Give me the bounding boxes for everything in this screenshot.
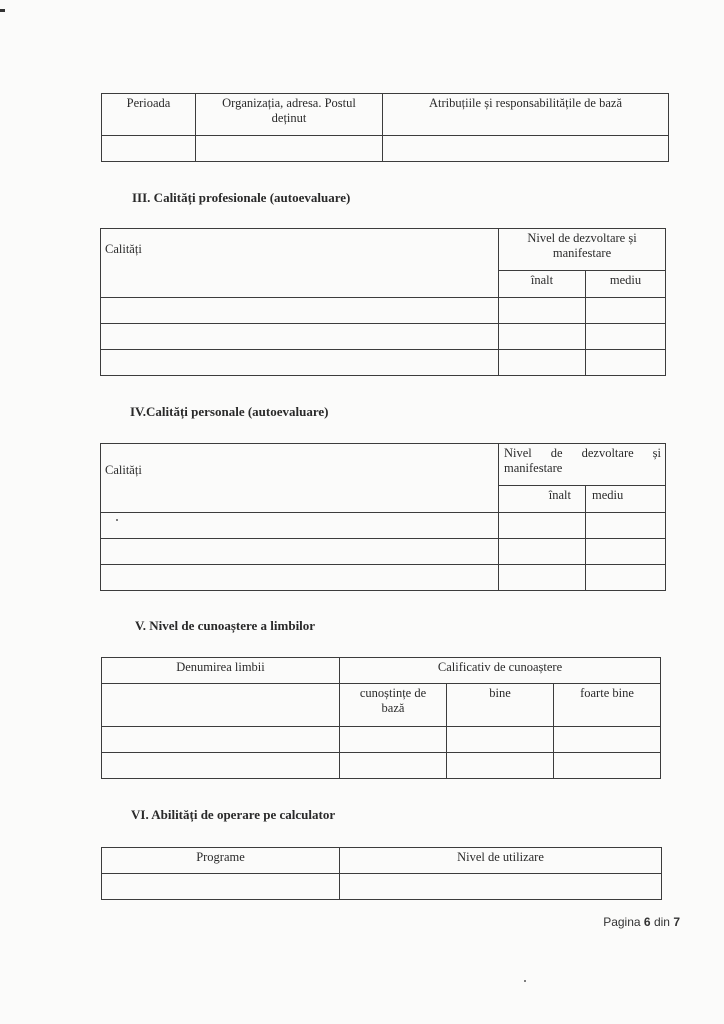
quality-cell[interactable] [101, 298, 499, 324]
section4-heading: IV.Calități personale (autoevaluare) [130, 404, 329, 419]
high-cell[interactable] [499, 324, 586, 350]
section6-heading: VI. Abilități de operare pe calculator [131, 807, 336, 822]
section5-heading: V. Nivel de cunoaștere a limbilor [135, 618, 316, 633]
usage-level-header: Nivel de utilizare [340, 848, 662, 874]
page-word: Pagina [603, 915, 641, 929]
medium-cell[interactable] [586, 324, 666, 350]
personal-qualities-table [100, 443, 666, 591]
duties-cell[interactable] [383, 136, 669, 162]
development-level-header: Nivel de dezvoltare și manifestare [499, 229, 666, 271]
very-good-header: foarte bine [554, 684, 661, 727]
organization-cell[interactable] [196, 136, 383, 162]
good-cell[interactable] [447, 753, 554, 779]
language-cell[interactable] [102, 727, 340, 753]
basic-knowledge-header: cunoștințe de bază [340, 684, 447, 727]
scan-speck [116, 519, 118, 521]
basic-cell[interactable] [340, 753, 447, 779]
medium-cell[interactable] [586, 513, 666, 539]
high-header: înalt [499, 486, 586, 513]
page-current: 6 [643, 915, 651, 929]
scan-speck [524, 980, 526, 982]
medium-header: mediu [586, 486, 666, 513]
languages-table [101, 657, 661, 779]
col-period-header: Perioada [102, 94, 196, 136]
page-total: 7 [673, 915, 680, 929]
good-cell[interactable] [447, 727, 554, 753]
high-cell[interactable] [499, 350, 586, 376]
of-word: din [653, 915, 670, 929]
section3-heading: III. Calități profesionale (autoevaluare) [132, 190, 351, 205]
basic-cell[interactable] [340, 727, 447, 753]
good-header: bine [447, 684, 554, 727]
quality-cell[interactable] [101, 565, 499, 591]
high-header: înalt [499, 271, 586, 298]
very-good-cell[interactable] [554, 753, 661, 779]
high-cell[interactable] [499, 298, 586, 324]
medium-cell[interactable] [586, 539, 666, 565]
medium-cell[interactable] [586, 350, 666, 376]
language-cell[interactable] [102, 753, 340, 779]
language-name-header: Denumirea limbii [102, 658, 340, 684]
high-cell[interactable] [499, 565, 586, 591]
high-cell[interactable] [499, 513, 586, 539]
proficiency-rating-header: Calificativ de cunoaștere [340, 658, 661, 684]
medium-header: mediu [586, 271, 666, 298]
quality-cell[interactable] [101, 324, 499, 350]
col-duties-header: Atribuțiile și responsabilitățile de bază [383, 94, 669, 136]
professional-qualities-table [100, 228, 666, 376]
period-cell[interactable] [102, 136, 196, 162]
col-organization-header: Organizația, adresa. Postul deținut [196, 94, 383, 136]
development-level-header: Nivel de dezvoltare și manifestare [499, 444, 666, 486]
programs-header: Programe [102, 848, 340, 874]
medium-cell[interactable] [586, 298, 666, 324]
language-cell[interactable] [102, 684, 340, 727]
page-number [603, 915, 680, 929]
quality-cell[interactable] [101, 513, 499, 539]
quality-cell[interactable] [101, 350, 499, 376]
usage-cell[interactable] [340, 874, 662, 900]
medium-cell[interactable] [586, 565, 666, 591]
qualities-header: Calități [101, 444, 499, 513]
quality-cell[interactable] [101, 539, 499, 565]
computer-skills-table [101, 847, 662, 900]
qualities-header: Calități [101, 229, 499, 298]
very-good-cell[interactable] [554, 727, 661, 753]
scan-mark [0, 9, 5, 12]
experience-table [101, 93, 669, 162]
program-cell[interactable] [102, 874, 340, 900]
high-cell[interactable] [499, 539, 586, 565]
